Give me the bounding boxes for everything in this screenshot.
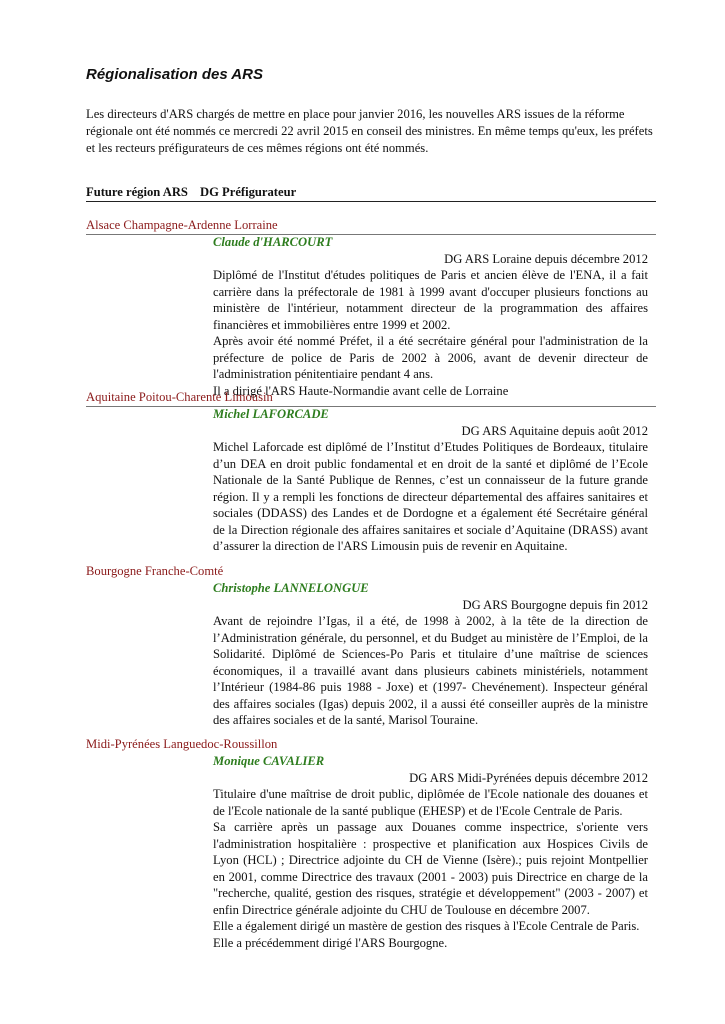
bio-paragraph: Michel Laforcade est diplômé de l’Institut d’Etudes Politiques de Bordeaux, titulaire d’un DEA en droit public fondamental et en droit de la santé et diplômé de l’Ecole Nationale de la Santé Publique de Rennes, c’est un connaisseur de la future grande région. Il y a rempli les fonctions de directeur départemental des affaires sanitaires et sociales (DDASS) des Landes et de Dordogne et a également été Secrétaire général de la Direction régionale des affaires sanitaires et sociale d’Aquitaine (DRASS) avant d’assurer la direction de l'ARS Limousin puis de revenir en Aquitaine. (213, 440, 648, 553)
region-label: Bourgogne Franche-Comté (86, 564, 224, 578)
bio-paragraph: Il a dirigé l'ARS Haute-Normandie avant celle de Lorraine (213, 383, 509, 398)
header-dg: DG Préfigurateur (200, 185, 297, 199)
entry-block (213, 753, 648, 951)
dg-bio (213, 267, 648, 399)
bio-paragraph: Sa carrière après un passage aux Douanes comme inspectrice, s'oriente vers l'administration hospitalière : prospective et planification aux Hospices Civils de Lyon (HCL) ; Directrice adjointe du CH de Vienne (Isère).; puis rejoint Montpellier en 2001, comme Directrice des travaux (2001 - 2003) puis Directrice en charge de la "recherche, qualité, gestion des risques, stratégie et développement" (2003 - 2007) et enfin Directrice générale adjointe du CHU de Toulouse en décembre 2007. (213, 820, 648, 917)
bio-paragraph: Après avoir été nommé Préfet, il a été secrétaire général pour l'administration de la préfecture de police de Paris de 2002 à 2006, avant de devenir directeur de l'administration pénitentiaire pendant 4 ans. (213, 334, 648, 381)
dg-name: Monique CAVALIER (213, 754, 325, 768)
dg-since: DG ARS Loraine depuis décembre 2012 (444, 251, 648, 266)
bio-paragraph: Avant de rejoindre l’Igas, il a été, de 1998 à 2002, à la tête de la direction de l’Administration générale, du personnel, et du Budget au ministère de l’Emploi, de la Solidarité. Diplômé de Sciences-Po Paris et titulaire d’une maîtrise de sciences économiques, il a travaillé avant dans plusieurs cabinets ministériels, notamment l’Intérieur (1984-86 puis 1988 - Joxe) et (1997- Chevénement). Inspecteur général des affaires sociales (Igas) depuis 2002, il a aussi été conseiller auprès de la ministre des affaires sociales et de la santé, Marisol Touraine. (213, 614, 648, 727)
entry-block (213, 234, 648, 399)
dg-name: Michel LAFORCADE (213, 407, 329, 421)
entry-block (213, 580, 648, 729)
dg-name: Claude d'HARCOURT (213, 235, 333, 249)
bio-paragraph: Elle a également dirigé un mastère de gestion des risques à l'Ecole Centrale de Paris. (213, 919, 640, 933)
dg-since: DG ARS Aquitaine depuis août 2012 (461, 423, 648, 438)
dg-since: DG ARS Midi-Pyrénées depuis décembre 2012 (409, 770, 648, 785)
intro-paragraph: Les directeurs d'ARS chargés de mettre en place pour janvier 2016, les nouvelles ARS issues de la réforme régionale ont été nommés ce mercredi 22 avril 2015 en conseil des ministres. En même temps qu'eux, les préfets et les recteurs préfigurateurs de ces mêmes régions ont été nommés. (86, 107, 653, 155)
bio-paragraph: Titulaire d'une maîtrise de droit public, diplômée de l'Ecole nationale des douanes et de l'Ecole nationale de la santé publique (EHESP) et de l'Ecole Centrale de Paris. (213, 787, 648, 818)
region-label: Midi-Pyrénées Languedoc-Roussillon (86, 737, 278, 751)
dg-since: DG ARS Bourgogne depuis fin 2012 (462, 597, 648, 612)
page-title: Régionalisation des ARS (86, 66, 263, 83)
header-region: Future région ARS (86, 185, 188, 199)
region-label: Alsace Champagne-Ardenne Lorraine (86, 217, 656, 235)
dg-name: Christophe LANNELONGUE (213, 581, 369, 595)
dg-bio (213, 439, 648, 555)
bio-paragraph: Diplômé de l'Institut d'études politiques de Paris et ancien élève de l'ENA, il a fait carrière dans la préfectorale de 1981 à 1999 avant d'occuper plusieurs fonctions au ministère de l'intérieur, notamment directeur de la programmation des affaires financières et immobilières entre 1999 et 2002. (213, 268, 648, 332)
dg-bio (213, 613, 648, 729)
region-label: Aquitaine Poitou-Charente Limousin (86, 389, 656, 407)
table-header (86, 185, 656, 202)
bio-paragraph: Elle a précédemment dirigé l'ARS Bourgogne. (213, 935, 448, 950)
entry-block (213, 406, 648, 555)
dg-bio (213, 786, 648, 951)
